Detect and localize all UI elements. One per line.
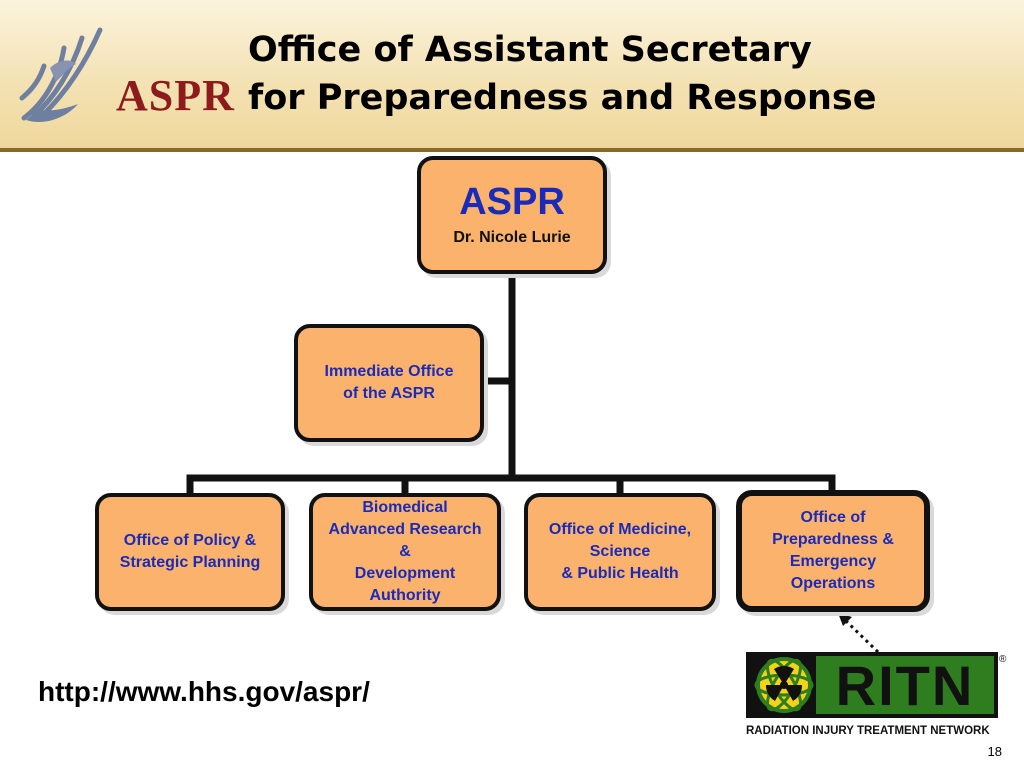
- page-number: 18: [987, 744, 1002, 759]
- immediate-office-label: Immediate Office of the ASPR: [324, 363, 454, 402]
- aspr-logo-text: ASPR: [116, 71, 235, 120]
- division-box-medicine: [524, 493, 716, 611]
- division-label: Office of Policy & Strategic Planning: [119, 532, 261, 571]
- page-title-line1: Office of Assistant Secretary: [248, 30, 812, 70]
- page-title-line2: for Preparedness and Response: [248, 78, 877, 118]
- aspr-url-link[interactable]: http://www.hhs.gov/aspr/: [38, 676, 370, 707]
- ritn-logo: [744, 650, 1007, 740]
- ritn-registered-mark: ®: [999, 654, 1007, 665]
- immediate-office-box: [294, 324, 484, 442]
- ritn-logo-text: RITN: [835, 654, 975, 717]
- division-label: Office of Preparedness & Emergency Operations: [772, 509, 894, 592]
- aspr-root-title: ASPR: [459, 181, 565, 223]
- ritn-dotted-arrow: [838, 613, 878, 652]
- division-label: Office of Medicine, Science & Public Health: [548, 521, 692, 582]
- division-box-barda: [309, 493, 501, 611]
- division-box-preparedness: [736, 490, 930, 612]
- ritn-caption: RADIATION INJURY TREATMENT NETWORK: [746, 725, 990, 737]
- division-box-policy: [95, 493, 285, 611]
- division-label: Biomedical Advanced Research & Development Authority: [328, 499, 482, 604]
- aspr-root-director: Dr. Nicole Lurie: [453, 229, 571, 246]
- aspr-root-box: [417, 156, 607, 274]
